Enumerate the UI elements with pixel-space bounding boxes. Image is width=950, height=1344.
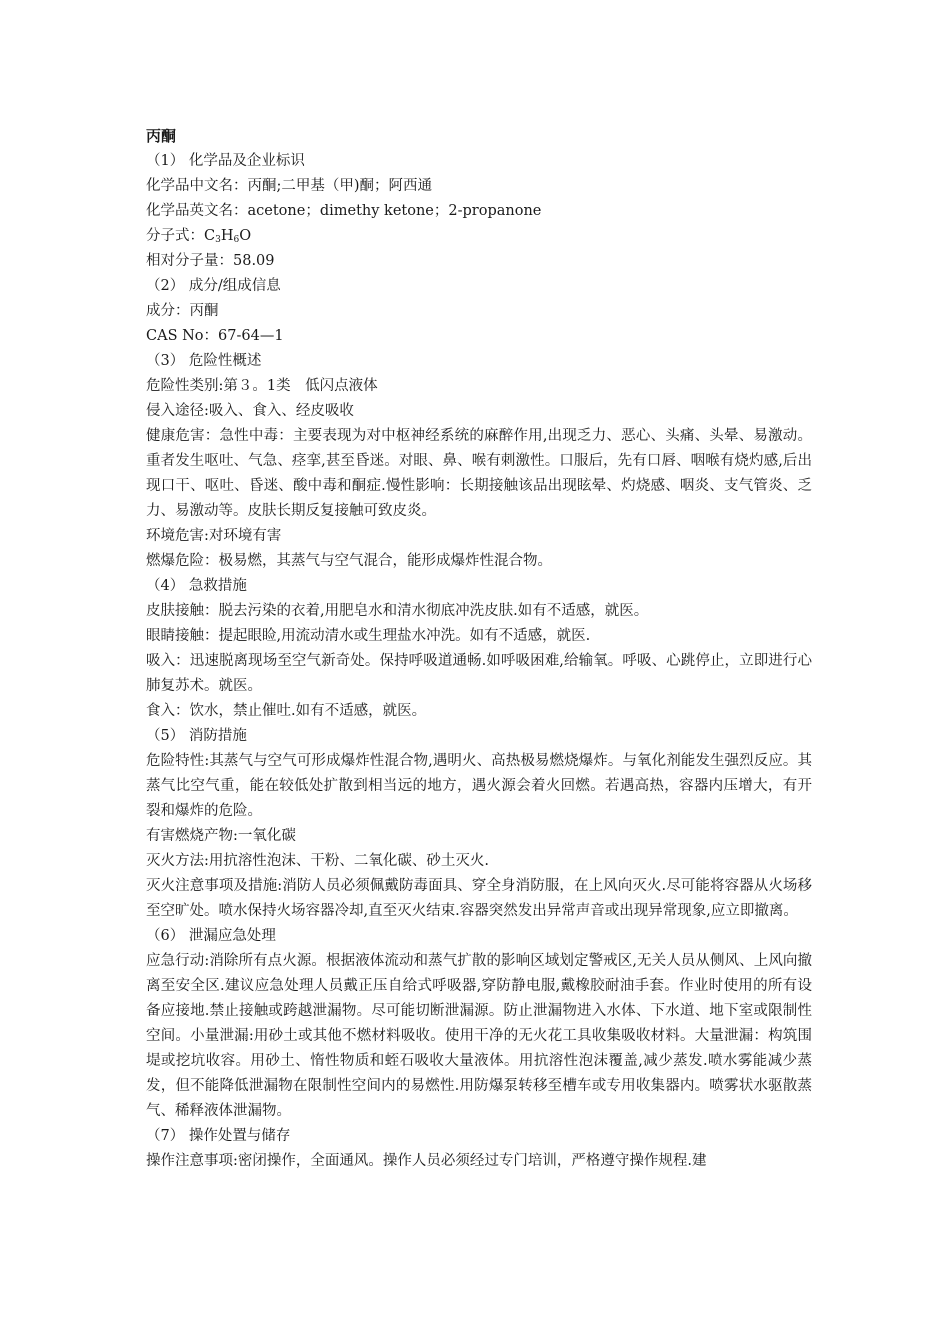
emergency-action-paragraph: 应急行动:消除所有点火源。根据液体流动和蒸气扩散的影响区域划定警戒区,无关人员从侧风、上风向撤离至安全区.建议应急处理人员戴正压自给式呼吸器,穿防静电服,戴橡胶耐油手套。作业时使用的所有设备应接地.禁止接触或跨越泄漏物。尽可能切断泄漏源。防止泄漏物进入水体、下水道、地下室或限制性空间。小量泄漏:用砂土或其他不燃材料吸收。使用干净的无火花工具收集吸收材料。大量泄漏：构筑围堤或挖坑收容。用砂土、惰性物质和蛭石吸收大量液体。用抗溶性泡沫覆盖,减少蒸发.喷水雾能减少蒸发，但不能降低泄漏物在限制性空间内的易燃性.用防爆泵转移至槽车或专用收集器内。喷雾状水驱散蒸气、稀释液体泄漏物。 <box>146 953 812 1119</box>
eye-contact-line: 眼睛接触：提起眼睑,用流动清水或生理盐水冲洗。如有不适感，就医. <box>146 628 591 644</box>
formula-c-count: 3 <box>215 235 221 245</box>
section-1-heading: （1） 化学品及企业标识 <box>146 153 305 169</box>
inhalation-paragraph: 吸入：迅速脱离现场至空气新奇处。保持呼吸道通畅.如呼吸困难,给输氧。呼吸、心跳停止，立即进行心肺复苏术。就医。 <box>146 653 812 694</box>
chinese-name-line: 化学品中文名：丙酮;二甲基（甲)酮；阿西通 <box>146 178 433 194</box>
hazard-category-line: 危险性类别:第３。1类 低闪点液体 <box>146 378 378 394</box>
section-6-heading: （6） 泄漏应急处理 <box>146 928 276 944</box>
formula-o: O <box>239 228 252 244</box>
skin-contact-line: 皮肤接触：脱去污染的衣着,用肥皂水和清水彻底冲洗皮肤.如有不适感，就医。 <box>146 603 649 619</box>
extinguishing-method-line: 灭火方法:用抗溶性泡沫、干粉、二氧化碳、砂土灭火. <box>146 853 489 869</box>
formula-label: 分子式： <box>146 228 204 244</box>
combustion-products-line: 有害燃烧产物:一氧化碳 <box>146 828 296 844</box>
section-4-heading: （4） 急救措施 <box>146 578 247 594</box>
formula-h-count: 6 <box>233 235 240 245</box>
exposure-route-line: 侵入途径:吸入、食入、经皮吸收 <box>146 403 354 419</box>
hazard-characteristics-paragraph: 危险特性:其蒸气与空气可形成爆炸性混合物,遇明火、高热极易燃烧爆炸。与氧化剂能发生强烈反应。其蒸气比空气重，能在较低处扩散到相当远的地方，遇火源会着火回燃。若遇高热，容器内压增大，有开裂和爆炸的危险。 <box>146 753 812 819</box>
document-page <box>146 124 812 1174</box>
formula-c: C <box>204 228 216 244</box>
cas-number-line: CAS No：67-64—1 <box>146 328 284 344</box>
ingestion-line: 食入：饮水，禁止催吐.如有不适感，就医。 <box>146 703 427 719</box>
environment-hazard-line: 环境危害:对环境有害 <box>146 528 282 544</box>
section-2-heading: （2） 成分/组成信息 <box>146 278 281 294</box>
section-7-heading: （7） 操作处置与储存 <box>146 1128 291 1144</box>
section-5-heading: （5） 消防措施 <box>146 728 247 744</box>
formula-h: H <box>220 228 234 244</box>
document-title: 丙酮 <box>146 127 177 145</box>
molecular-weight-line: 相对分子量：58.09 <box>146 253 275 269</box>
fire-explosion-line: 燃爆危险：极易燃，其蒸气与空气混合，能形成爆炸性混合物。 <box>146 553 552 569</box>
molecular-formula-line <box>146 224 812 249</box>
firefighting-notes-paragraph: 灭火注意事项及措施:消防人员必须佩戴防毒面具、穿全身消防服，在上风向灭火.尽可能将容器从火场移至空旷处。喷水保持火场容器冷却,直至灭火结束.容器突然发出异常声音或出现异常现象,应立即撤离。 <box>146 878 812 919</box>
english-name-line: 化学品英文名：acetone；dimethy ketone；2-propanone <box>146 203 542 219</box>
handling-notes-line: 操作注意事项:密闭操作，全面通风。操作人员必须经过专门培训，严格遵守操作规程.建 <box>146 1153 707 1169</box>
section-3-heading: （3） 危险性概述 <box>146 353 262 369</box>
health-hazard-paragraph: 健康危害：急性中毒：主要表现为对中枢神经系统的麻醉作用,出现乏力、恶心、头痛、头晕、易激动。重者发生呕吐、气急、痉挛,甚至昏迷。对眼、鼻、喉有刺激性。口服后，先有口唇、咽喉有烧灼感,后出现口干、呕吐、昏迷、酸中毒和酮症.慢性影响：长期接触该品出现眩晕、灼烧感、咽炎、支气管炎、乏力、易激动等。皮肤长期反复接触可致皮炎。 <box>146 428 812 519</box>
component-line: 成分：丙酮 <box>146 303 219 319</box>
